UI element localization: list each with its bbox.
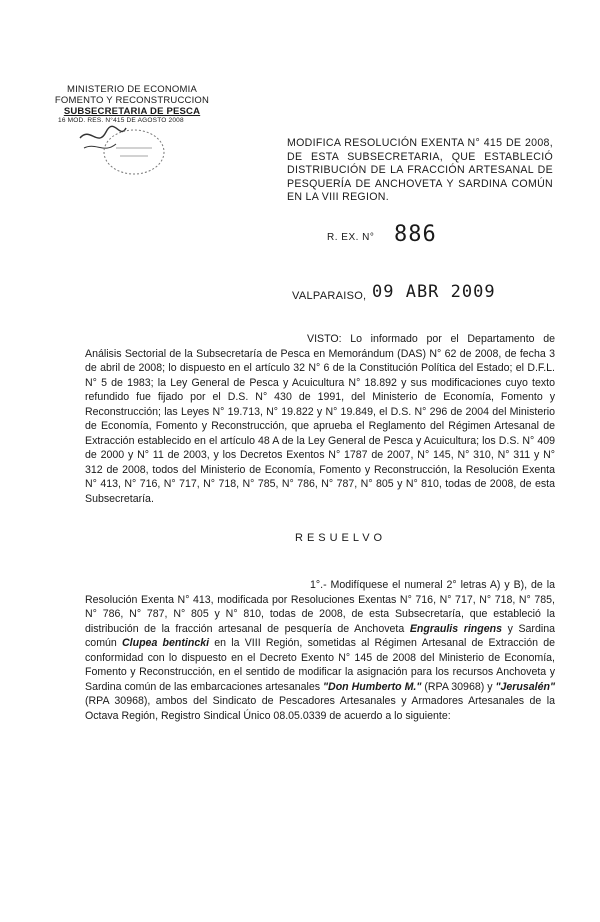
- vessel-jerusalen: "Jerusalén": [495, 680, 556, 693]
- city-name: VALPARAISO,: [292, 290, 367, 302]
- ministry-name: MINISTERIO DE ECONOMIA: [66, 84, 198, 95]
- vessel-don-humberto: "Don Humberto M.": [323, 680, 422, 693]
- resolution-number: 886: [394, 222, 437, 247]
- resolution-label: R. EX. N°: [327, 232, 375, 243]
- date-stamp: 09 ABR 2009: [372, 282, 496, 302]
- species-sardina: Clupea bentincki: [122, 637, 210, 649]
- subsecretaria-name: SUBSECRETARIA DE PESCA: [63, 106, 201, 117]
- signature-stamp: [76, 118, 176, 178]
- ministry-department: FOMENTO Y RECONSTRUCCION: [54, 95, 210, 106]
- article-1-paragraph: [85, 578, 555, 723]
- species-anchoveta: Engraulis ringens: [409, 622, 502, 635]
- article-text-1: 1°.- Modifíquese el numeral 2° letras A) y B), de la Resolución Exenta N° 413, modificada por Resoluciones Exentas N° 716, N° 717, N° 718, N° 785, N° 786, N° 787, N° 805 y N° 810, todas de 2008, de esta Subsecretaría, que estableció la distribución de la fracción artesanal de pesquería de Anchoveta: [85, 579, 555, 635]
- article-text-4: (RPA 30968) y: [421, 680, 496, 693]
- visto-paragraph: VISTO: Lo informado por el Departamento de Análisis Sectorial de la Subsecretaría de Pesca en Memorándum (DAS) N° 62 de 2008, de fecha 3 de abril de 2008; lo dispuesto en el artículo 32 N° 6 de la Constitución Política del Estado; el D.F.L. N° 5 de 1983; la Ley General de Pesca y Acuicultura N° 18.892 y sus modificaciones cuyo texto refundido fue fijado por el D.S. N° 430 de 1991, del Ministerio de Economía, Fomento y Reconstrucción; las Leyes N° 19.713, N° 19.822 y N° 19.849, el D.S. N° 296 de 2004 del Ministerio de Economía, Fomento y Reconstrucción, que aprueba el Reglamento del Régimen Artesanal de Extracción establecido en el artículo 48 A de la Ley General de Pesca y Acuicultura; los D.S. N° 409 de 2000 y N° 11 de 2003, y los Decretos Exentos N° 1787 de 2007, N° 145, N° 310, N° 311 y N° 312 de 2008, todos del Ministerio de Economía, Fomento y Reconstrucción, la Resolución Exenta N° 413, N° 716, N° 717, N° 718, N° 785, N° 786, N° 787, N° 805 y N° 810, todas de 2008, de esta Subsecretaría.: [85, 333, 555, 505]
- reference-code: 16 MOD. RES. N°415 DE AGOSTO 2008: [58, 117, 184, 124]
- article-text-2: y Sardina común: [85, 622, 555, 649]
- resuelvo-heading: RESUELVO: [295, 532, 387, 544]
- article-text-5: (RPA 30968), ambos del Sindicato de Pescadores Artesanales y Armadores Artesanales de la Octava Región, Registro Sindical Único 08.05.0339 de acuerdo a lo siguiente:: [85, 695, 555, 722]
- article-text-3: en la VIII Región, sometidas al Régimen Artesanal de Extracción de conformidad con lo dispuesto en el Decreto Exento N° 145 de 2008 del Ministerio de Economía, Fomento y Reconstrucción, en el sentido de modificar la asignación para los recursos Anchoveta y Sardina común de las embarcaciones artesanales: [85, 637, 555, 693]
- resolution-subject: MODIFICA RESOLUCIÓN EXENTA N° 415 DE 2008, DE ESTA SUBSECRETARIA, QUE ESTABLECIÓ DISTRIBUCIÓN DE LA FRACCIÓN ARTESANAL DE PESQUERÍA DE ANCHOVETA Y SARDINA COMÚN EN LA VIII REGION.: [287, 137, 553, 203]
